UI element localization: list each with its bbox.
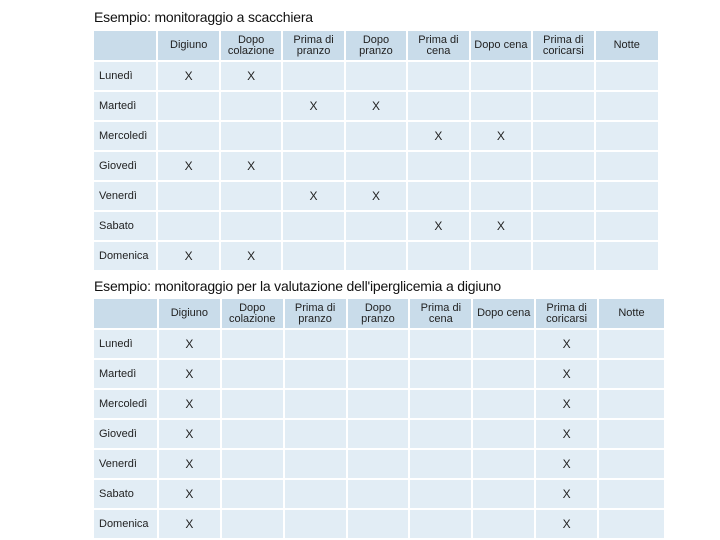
check-cell: X bbox=[408, 212, 468, 240]
check-cell bbox=[408, 182, 468, 210]
check-cell bbox=[348, 330, 409, 358]
check-cell bbox=[222, 390, 283, 418]
day-label: Sabato bbox=[94, 480, 157, 508]
check-cell bbox=[348, 450, 409, 478]
table-row bbox=[94, 510, 664, 538]
check-cell: X bbox=[159, 360, 220, 388]
check-cell bbox=[473, 390, 534, 418]
check-cell: X bbox=[283, 182, 343, 210]
check-cell bbox=[599, 420, 664, 448]
day-label: Martedì bbox=[94, 92, 156, 120]
check-cell bbox=[285, 450, 346, 478]
check-cell bbox=[533, 212, 593, 240]
check-cell bbox=[408, 152, 468, 180]
check-cell bbox=[158, 92, 218, 120]
check-cell: X bbox=[221, 62, 281, 90]
check-cell bbox=[599, 510, 664, 538]
check-cell bbox=[346, 242, 406, 270]
table-row bbox=[94, 390, 664, 418]
check-cell bbox=[599, 330, 664, 358]
column-header: Notte bbox=[599, 299, 664, 328]
check-cell: X bbox=[346, 182, 406, 210]
check-cell bbox=[408, 62, 468, 90]
check-cell bbox=[596, 62, 658, 90]
column-header: Prima di cena bbox=[408, 31, 468, 60]
table-row bbox=[94, 450, 664, 478]
check-cell bbox=[346, 62, 406, 90]
check-cell bbox=[346, 212, 406, 240]
table-row bbox=[94, 360, 664, 388]
check-cell bbox=[283, 212, 343, 240]
check-cell: X bbox=[536, 330, 597, 358]
check-cell: X bbox=[159, 510, 220, 538]
day-label: Domenica bbox=[94, 510, 157, 538]
header-corner-cell bbox=[94, 31, 156, 60]
check-cell bbox=[348, 390, 409, 418]
check-cell bbox=[533, 62, 593, 90]
check-cell: X bbox=[158, 242, 218, 270]
check-cell bbox=[408, 242, 468, 270]
check-cell bbox=[410, 360, 471, 388]
day-label: Lunedì bbox=[94, 330, 157, 358]
check-cell: X bbox=[536, 360, 597, 388]
day-label: Domenica bbox=[94, 242, 156, 270]
day-label: Giovedì bbox=[94, 152, 156, 180]
check-cell bbox=[599, 390, 664, 418]
table-row bbox=[94, 212, 658, 240]
check-cell bbox=[473, 480, 534, 508]
check-cell bbox=[471, 92, 531, 120]
check-cell: X bbox=[408, 122, 468, 150]
check-cell bbox=[222, 450, 283, 478]
column-header: Prima di pranzo bbox=[283, 31, 343, 60]
column-header: Digiuno bbox=[158, 31, 218, 60]
column-header: Dopo cena bbox=[471, 31, 531, 60]
table-row bbox=[94, 420, 664, 448]
check-cell bbox=[348, 510, 409, 538]
check-cell bbox=[599, 360, 664, 388]
check-cell bbox=[285, 480, 346, 508]
table-header-row bbox=[94, 31, 658, 60]
check-cell bbox=[158, 122, 218, 150]
check-cell: X bbox=[471, 122, 531, 150]
check-cell bbox=[348, 480, 409, 508]
check-cell bbox=[599, 480, 664, 508]
check-cell bbox=[222, 420, 283, 448]
column-header: Dopo pranzo bbox=[348, 299, 409, 328]
check-cell: X bbox=[159, 390, 220, 418]
check-cell bbox=[283, 242, 343, 270]
check-cell bbox=[221, 182, 281, 210]
check-cell bbox=[473, 330, 534, 358]
check-cell: X bbox=[471, 212, 531, 240]
check-cell bbox=[471, 242, 531, 270]
check-cell: X bbox=[221, 152, 281, 180]
table-header-row bbox=[94, 299, 664, 328]
check-cell bbox=[283, 152, 343, 180]
check-cell: X bbox=[536, 480, 597, 508]
check-cell bbox=[408, 92, 468, 120]
check-cell bbox=[596, 122, 658, 150]
table-row bbox=[94, 242, 658, 270]
check-cell bbox=[596, 242, 658, 270]
check-cell bbox=[221, 212, 281, 240]
check-cell bbox=[596, 92, 658, 120]
check-cell bbox=[222, 480, 283, 508]
check-cell bbox=[410, 450, 471, 478]
day-label: Sabato bbox=[94, 212, 156, 240]
table-row bbox=[94, 152, 658, 180]
column-header: Dopo cena bbox=[473, 299, 534, 328]
check-cell bbox=[410, 510, 471, 538]
table1-title: Esempio: monitoraggio a scacchiera bbox=[94, 9, 313, 25]
check-cell: X bbox=[159, 420, 220, 448]
check-cell: X bbox=[159, 480, 220, 508]
check-cell: X bbox=[536, 450, 597, 478]
check-cell bbox=[533, 92, 593, 120]
check-cell bbox=[410, 480, 471, 508]
day-label: Giovedì bbox=[94, 420, 157, 448]
table-row bbox=[94, 122, 658, 150]
check-cell bbox=[533, 182, 593, 210]
check-cell bbox=[471, 152, 531, 180]
column-header: Notte bbox=[596, 31, 658, 60]
check-cell bbox=[471, 62, 531, 90]
check-cell bbox=[473, 450, 534, 478]
check-cell bbox=[410, 390, 471, 418]
column-header: Dopo colazione bbox=[222, 299, 283, 328]
check-cell: X bbox=[221, 242, 281, 270]
check-cell: X bbox=[283, 92, 343, 120]
check-cell: X bbox=[159, 330, 220, 358]
checkerboard-monitoring-table bbox=[92, 29, 660, 272]
column-header: Prima di pranzo bbox=[285, 299, 346, 328]
day-label: Mercoledì bbox=[94, 122, 156, 150]
check-cell bbox=[471, 182, 531, 210]
check-cell bbox=[222, 330, 283, 358]
column-header: Prima di cena bbox=[410, 299, 471, 328]
check-cell bbox=[222, 510, 283, 538]
check-cell bbox=[158, 182, 218, 210]
check-cell bbox=[596, 182, 658, 210]
check-cell bbox=[473, 420, 534, 448]
check-cell bbox=[285, 390, 346, 418]
check-cell bbox=[348, 360, 409, 388]
check-cell bbox=[285, 510, 346, 538]
check-cell bbox=[285, 360, 346, 388]
check-cell bbox=[533, 242, 593, 270]
check-cell bbox=[346, 122, 406, 150]
check-cell bbox=[348, 420, 409, 448]
check-cell: X bbox=[159, 450, 220, 478]
fasting-hyperglycemia-monitoring-table bbox=[92, 297, 666, 540]
check-cell bbox=[599, 450, 664, 478]
check-cell bbox=[283, 62, 343, 90]
column-header: Digiuno bbox=[159, 299, 220, 328]
column-header: Dopo colazione bbox=[221, 31, 281, 60]
check-cell bbox=[158, 212, 218, 240]
table-row bbox=[94, 92, 658, 120]
check-cell bbox=[533, 152, 593, 180]
day-label: Martedì bbox=[94, 360, 157, 388]
check-cell bbox=[222, 360, 283, 388]
check-cell bbox=[346, 152, 406, 180]
check-cell bbox=[285, 330, 346, 358]
column-header: Prima di coricarsi bbox=[533, 31, 593, 60]
check-cell bbox=[596, 152, 658, 180]
check-cell bbox=[285, 420, 346, 448]
column-header: Prima di coricarsi bbox=[536, 299, 597, 328]
check-cell bbox=[410, 330, 471, 358]
day-label: Lunedì bbox=[94, 62, 156, 90]
column-header: Dopo pranzo bbox=[346, 31, 406, 60]
table-row bbox=[94, 480, 664, 508]
check-cell bbox=[410, 420, 471, 448]
check-cell bbox=[221, 122, 281, 150]
day-label: Venerdì bbox=[94, 182, 156, 210]
check-cell bbox=[473, 510, 534, 538]
check-cell bbox=[221, 92, 281, 120]
check-cell bbox=[473, 360, 534, 388]
check-cell: X bbox=[158, 152, 218, 180]
table-row bbox=[94, 330, 664, 358]
check-cell: X bbox=[536, 510, 597, 538]
day-label: Mercoledì bbox=[94, 390, 157, 418]
header-corner-cell bbox=[94, 299, 157, 328]
table-row bbox=[94, 182, 658, 210]
day-label: Venerdì bbox=[94, 450, 157, 478]
check-cell bbox=[533, 122, 593, 150]
table2-title: Esempio: monitoraggio per la valutazione dell'iperglicemia a digiuno bbox=[94, 278, 501, 294]
check-cell bbox=[283, 122, 343, 150]
check-cell bbox=[596, 212, 658, 240]
check-cell: X bbox=[536, 390, 597, 418]
table-row bbox=[94, 62, 658, 90]
check-cell: X bbox=[536, 420, 597, 448]
check-cell: X bbox=[346, 92, 406, 120]
check-cell: X bbox=[158, 62, 218, 90]
